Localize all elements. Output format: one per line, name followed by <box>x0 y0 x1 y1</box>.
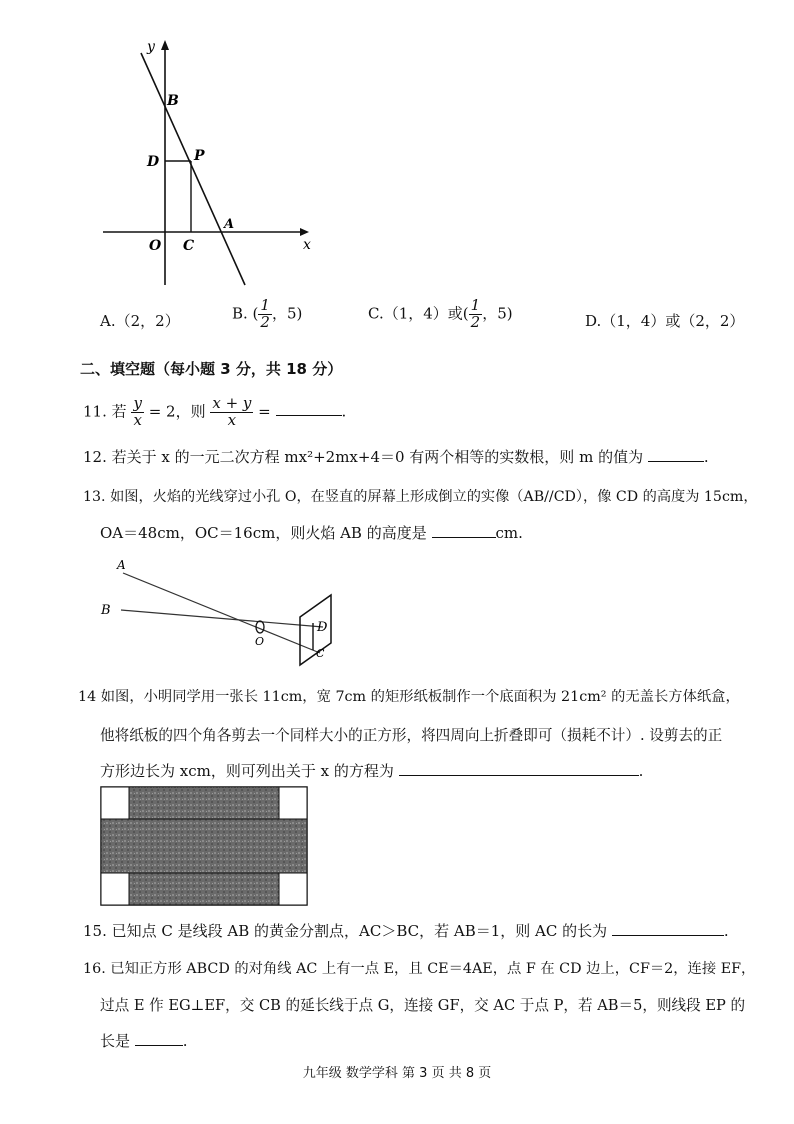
y-axis-arrow <box>161 40 169 50</box>
question-14-line-1: 14 如图，小明同学用一张长 11cm，宽 7cm 的矩形纸板制作一个底面积为 21cm² 的无盖长方体纸盒， <box>78 689 740 705</box>
q12-end: . <box>703 448 709 466</box>
fraction-denominator: x <box>227 410 237 429</box>
question-14-line-3 <box>100 760 643 781</box>
q16-line3-end: . <box>182 1032 188 1050</box>
question-11 <box>83 396 346 429</box>
q16-answer-blank[interactable] <box>135 1031 183 1046</box>
fraction-denominator: 2 <box>470 312 481 331</box>
fig-label-d: D <box>317 620 328 635</box>
question-15 <box>83 920 729 941</box>
q15-answer-blank[interactable] <box>612 921 724 936</box>
q11-mid: = 2，则 <box>143 402 206 421</box>
ray-from-b <box>121 610 323 627</box>
label-d: D <box>147 154 160 170</box>
q11-lead: 若 <box>111 402 127 421</box>
cut-corner-top-left <box>101 787 129 819</box>
label-y: y <box>147 39 155 55</box>
fig-label-b: B <box>101 603 111 618</box>
cut-corner-top-right <box>279 787 307 819</box>
cardboard-figure <box>100 786 310 908</box>
q11-number: 11. <box>83 402 107 421</box>
q10-option-b-suffix: ，5) <box>271 304 303 323</box>
q10-option-c <box>368 298 513 331</box>
q10-option-b-prefix: B. ( <box>232 304 259 323</box>
section-title-fill-blank: 二、填空题（每小题 3 分，共 18 分） <box>80 360 343 378</box>
q11-fraction-sum-over-x <box>210 396 253 429</box>
fraction-numerator: 1 <box>470 296 481 314</box>
fig-label-o: O <box>255 635 265 648</box>
question-13-line-2 <box>100 522 523 543</box>
q10-option-b-fraction <box>258 298 272 331</box>
label-p: P <box>194 148 205 164</box>
fig-label-a: A <box>117 558 126 572</box>
cardboard-flap-top <box>129 787 279 819</box>
q10-option-c-fraction <box>469 298 483 331</box>
q10-option-d: D.（1，4）或（2，2） <box>585 312 745 330</box>
q11-fraction-y-over-x <box>131 396 143 429</box>
fraction-denominator: 2 <box>260 312 270 331</box>
q13-line2-start: OA＝48cm，OC＝16cm，则火焰 AB 的高度是 <box>100 524 427 542</box>
q10-option-a: A.（2，2） <box>100 312 180 330</box>
cut-corner-bottom-right <box>279 873 307 905</box>
fig-label-c: C <box>316 647 325 660</box>
q10-option-b <box>232 298 302 331</box>
fraction-numerator: y <box>133 394 142 412</box>
label-b: B <box>167 93 179 109</box>
coordinate-graph <box>95 35 325 295</box>
fraction-numerator: 1 <box>260 296 270 314</box>
q15-text: 15. 已知点 C 是线段 AB 的黄金分割点，AC＞BC，若 AB＝1，则 AC 的长为 <box>83 922 608 940</box>
q14-line3-end: . <box>638 762 644 780</box>
question-13-line-1: 13. 如图，火焰的光线穿过小孔 O，在竖直的屏幕上形成倒立的实像（AB//CD），像 CD 的高度为 15cm， <box>83 489 758 505</box>
question-14-line-2: 他将纸板的四个角各剪去一个同样大小的正方形，将四周向上折叠即可（损耗不计）. 设剪去的正 <box>100 727 723 744</box>
q11-eq: = <box>253 402 271 421</box>
cardboard-base <box>101 819 307 873</box>
x-axis-arrow <box>300 228 309 236</box>
q10-option-c-prefix: C.（1，4）或( <box>368 304 469 323</box>
q15-end: . <box>723 922 729 940</box>
pinhole-figure <box>95 555 355 670</box>
label-c: C <box>183 238 195 254</box>
question-12 <box>83 446 709 467</box>
q11-answer-blank[interactable] <box>276 401 342 416</box>
q11-end: . <box>341 402 347 421</box>
question-16-line-1: 16. 已知正方形 ABCD 的对角线 AC 上有一点 E，且 CE＝4AE，点 F 在 CD 边上，CF＝2，连接 EF， <box>83 961 756 977</box>
question-16-line-2: 过点 E 作 EG⊥EF，交 CB 的延长线于点 G，连接 GF，交 AC 于点 P，若 AB＝5，则线段 EP 的 <box>100 997 746 1014</box>
page-footer: 九年级 数学学科 第 3 页 共 8 页 <box>302 1066 492 1081</box>
q14-answer-blank[interactable] <box>399 761 639 776</box>
cut-corner-bottom-left <box>101 873 129 905</box>
q16-line3-start: 长是 <box>100 1032 131 1050</box>
q10-option-c-suffix: ，5) <box>482 304 513 323</box>
q14-line3-start: 方形边长为 xcm，则可列出关于 x 的方程为 <box>100 762 394 780</box>
cardboard-flap-bottom <box>129 873 279 905</box>
fraction-denominator: x <box>133 410 142 429</box>
fraction-numerator: x + y <box>212 394 252 412</box>
q12-answer-blank[interactable] <box>648 447 704 462</box>
label-a: A <box>224 217 235 232</box>
q13-line2-end: cm. <box>495 524 523 542</box>
question-16-line-3 <box>100 1030 188 1051</box>
label-o: O <box>149 238 162 254</box>
label-x: x <box>303 237 311 253</box>
q13-answer-blank[interactable] <box>432 523 496 538</box>
q12-text: 12. 若关于 x 的一元二次方程 mx²+2mx+4＝0 有两个相等的实数根，则 m 的值为 <box>83 448 644 466</box>
